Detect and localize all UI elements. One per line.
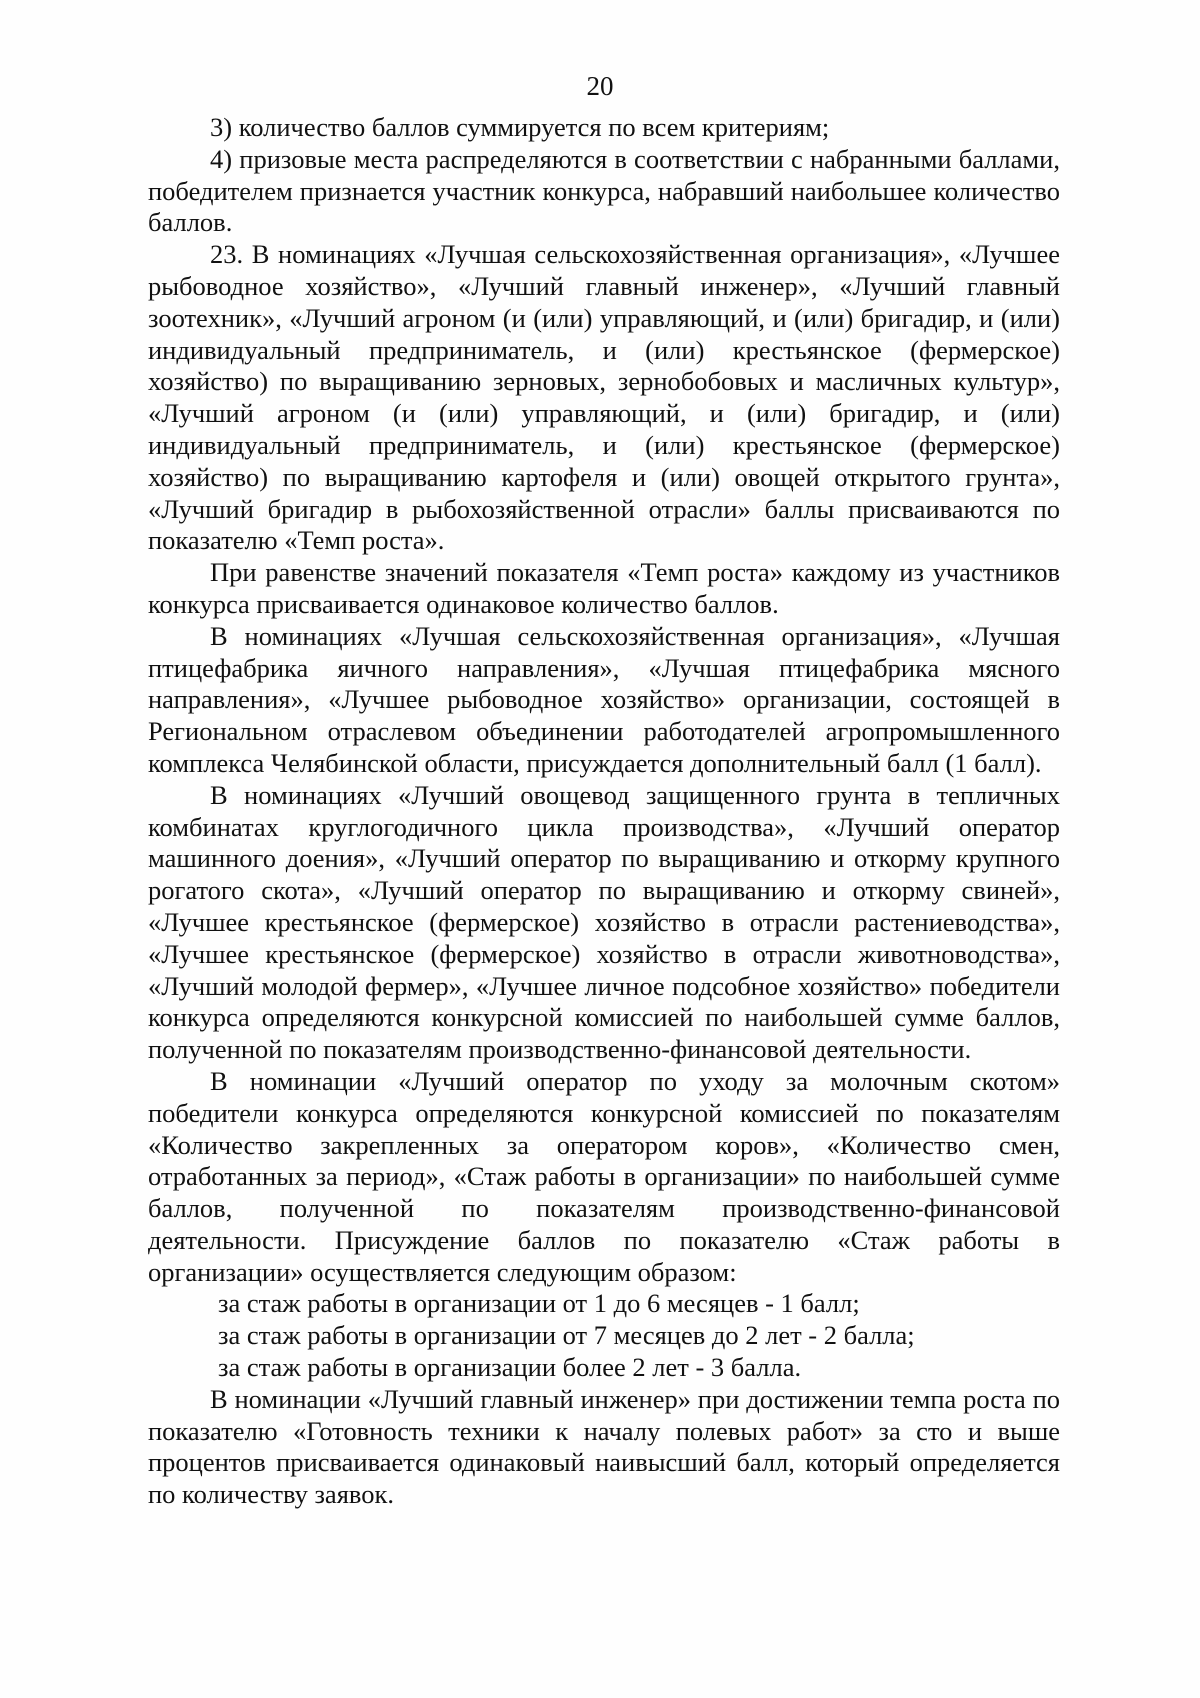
paragraph-criteria-sum: 3) количество баллов суммируется по всем критериям; xyxy=(210,112,830,142)
page-number: 20 xyxy=(586,71,614,101)
paragraph-additional-point: В номинациях «Лучшая сельскохозяйственная организация», «Лучшая птицефабрика яичного направления», «Лучшая птицефабрика мясного направления», «Лучшее рыбоводное хозяйство» организации, состоящей в Региональном отраслевом объединении работодателей агропромышленного комплекса Челябинской области, присуждается дополнительный балл (1 балл). xyxy=(148,620,1060,778)
list-item-experience-3: за стаж работы в организации более 2 лет - 3 балла. xyxy=(218,1352,802,1383)
paragraph-prize-places: 4) призовые места распределяются в соответствии с набранными баллами, победителем признается участник конкурса, набравший наибольшее количество баллов. xyxy=(148,143,1060,238)
paragraph-production-indicators: В номинациях «Лучший овощевод защищенного грунта в тепличных комбинатах круглогодичного цикла производства», «Лучший оператор машинного доения», «Лучший оператор по выращиванию и откорму крупного рогатого скота», «Лучший оператор по выращиванию и откорму свиней», «Лучшее крестьянское (фермерское) хозяйство в отрасли растениеводства», «Лучшее крестьянское (фермерское) хозяйство в отрасли животноводства», «Лучший молодой фермер», «Лучшее личное подсобное хозяйство» победители конкурса определяются конкурсной комиссией по наибольшей сумме баллов, полученной по показателям производственно-финансовой деятельности. xyxy=(148,779,1060,1065)
paragraph-equal-growth: При равенстве значений показателя «Темп роста» каждому из участников конкурса присваивается одинаковое количество баллов. xyxy=(148,557,1060,619)
paragraph-section-23: 23. В номинациях «Лучшая сельскохозяйственная организация», «Лучшее рыбоводное хозяйство», «Лучший главный инженер», «Лучший главный зоотехник», «Лучший агроном (и (или) управляющий, и (или) бригадир, и (или) индивидуальный предприниматель, и (или) крестьянское (фермерское) хозяйство) по выращиванию зерновых, зернобобовых и масличных культур», «Лучший агроном (и (или) управляющий, и (или) бригадир, и (или) индивидуальный предприниматель, и (или) крестьянское (фермерское) хозяйство) по выращиванию картофеля и (или) овощей открытого грунта», «Лучший бригадир в рыбохозяйственной отрасли» баллы присваиваются по показателю «Темп роста». xyxy=(148,239,1060,556)
paragraph-chief-engineer: В номинации «Лучший главный инженер» при достижении темпа роста по показателю «Готовность техники к началу полевых работ» за сто и выше процентов присваивается одинаковый наивысший балл, который определяется по количеству заявок. xyxy=(148,1383,1060,1510)
paragraph-dairy-operator: В номинации «Лучший оператор по уходу за молочным скотом» победители конкурса определяются конкурсной комиссией по показателям «Количество закрепленных за оператором коров», «Количество смен, отработанных за период», «Стаж работы в организации» по наибольшей сумме баллов, полученной по показателям производственно-финансовой деятельности. Присуждение баллов по показателю «Стаж работы в организации» осуществляется следующим образом: xyxy=(148,1065,1060,1287)
list-item-experience-1: за стаж работы в организации от 1 до 6 месяцев - 1 балл; xyxy=(218,1288,860,1319)
list-item-experience-2: за стаж работы в организации от 7 месяцев до 2 лет - 2 балла; xyxy=(218,1320,915,1351)
document-body xyxy=(148,112,1060,1511)
